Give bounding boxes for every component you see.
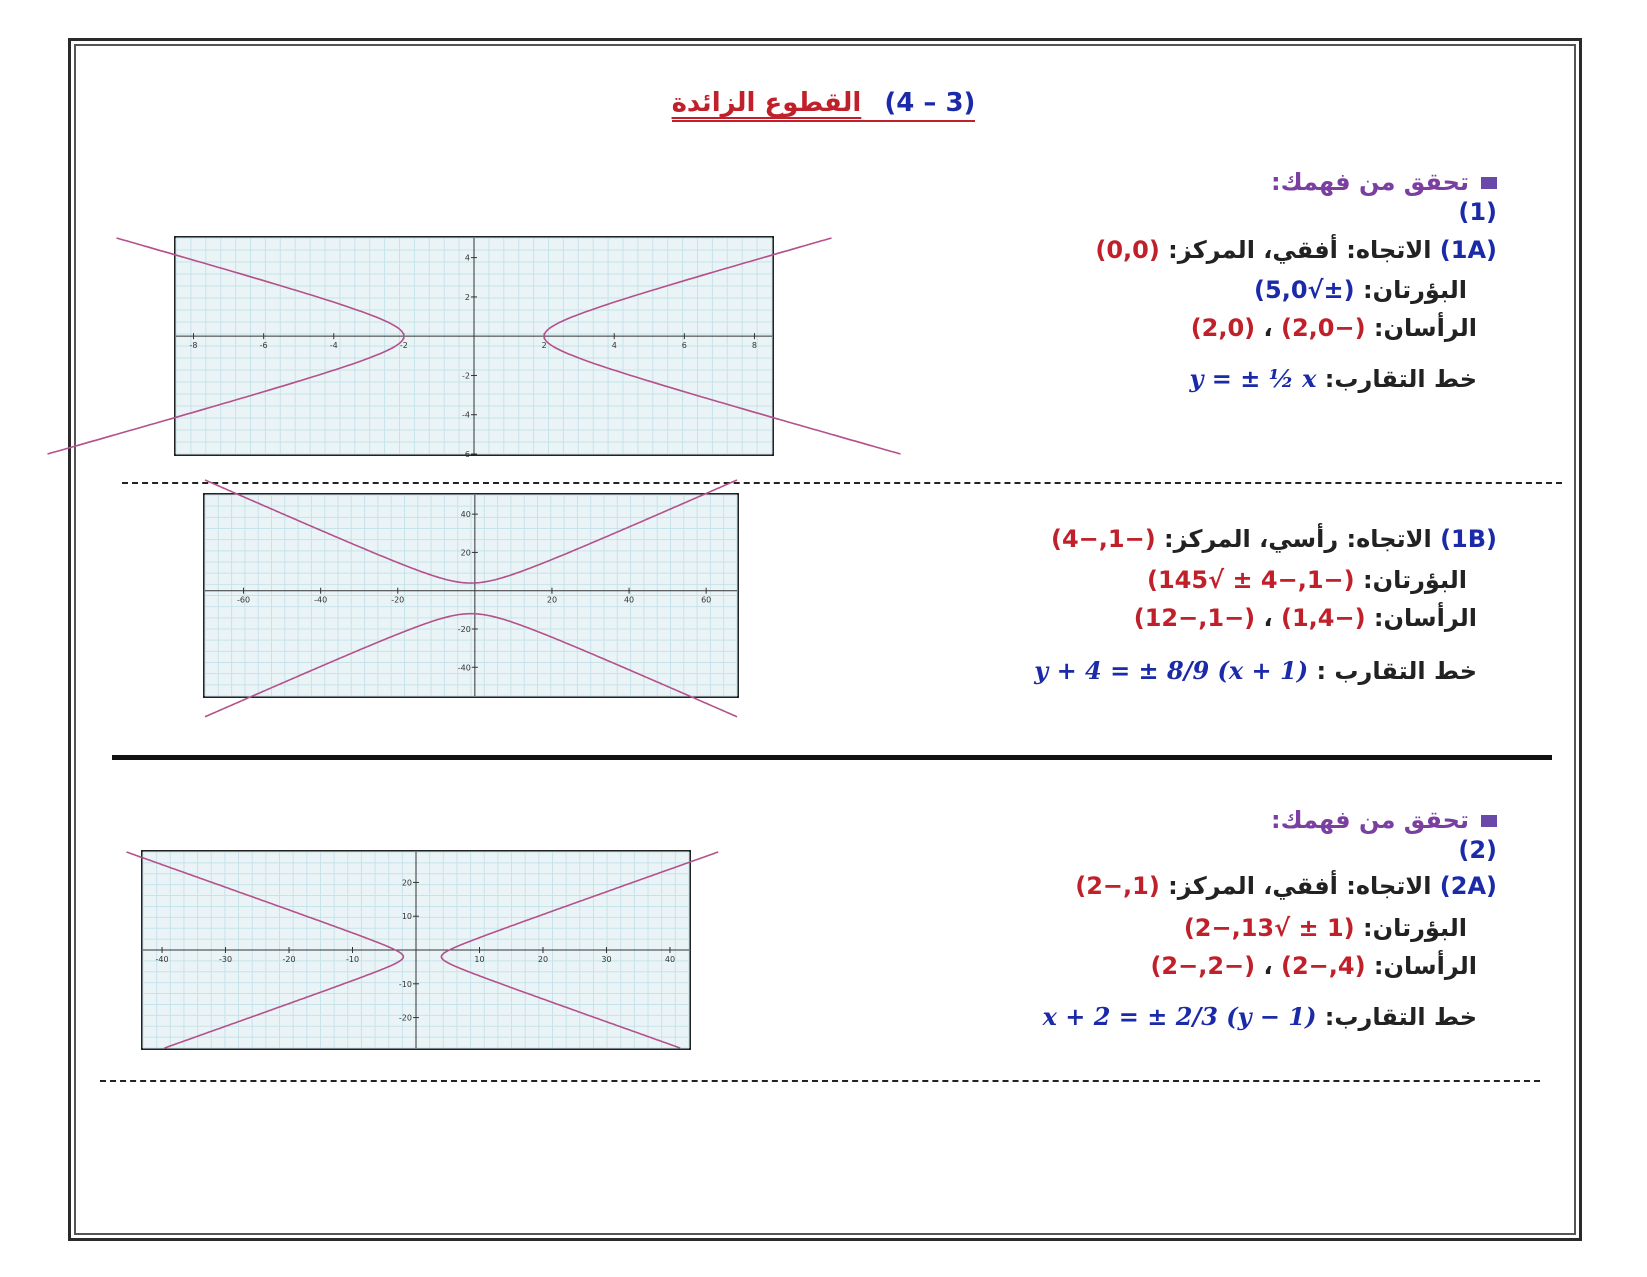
1b-vertex-2: (−1,−12) — [1133, 604, 1256, 632]
x-tick-label: 30 — [601, 955, 612, 964]
x-tick-label: 2 — [541, 341, 547, 351]
title-number: (3 – 4) — [884, 88, 976, 118]
2a-direction-row: (2A) الاتجاه: أفقي، المركز: (1,−2) — [1075, 872, 1497, 900]
x-tick-label: 60 — [701, 595, 712, 605]
x-tick-label: -30 — [218, 955, 233, 964]
y-tick-label: 4 — [464, 253, 470, 263]
x-tick-label: -8 — [189, 341, 198, 351]
x-tick-label: 8 — [751, 341, 758, 351]
1b-direction-row: (1B) الاتجاه: رأسي، المركز: (−1,−4) — [1050, 525, 1497, 553]
graph-1b — [203, 493, 739, 698]
section-title — [0, 88, 1647, 122]
2a-vertex-2: (−2,−2) — [1150, 952, 1256, 980]
1a-foci: (±√5,0) — [1254, 276, 1355, 304]
1b-foci: (−1,−4 ± √145) — [1147, 566, 1355, 594]
x-tick-label: -40 — [314, 595, 328, 605]
1a-center: (0,0) — [1095, 236, 1160, 264]
2a-asymptote-row: خط التقارب: x + 2 = ± 2/3 (y − 1) — [1042, 1002, 1477, 1031]
x-tick-label: -20 — [391, 595, 405, 605]
x-tick-label: -2 — [399, 341, 408, 351]
y-tick-label: 20 — [401, 878, 412, 888]
1a-direction-row: (1A) الاتجاه: أفقي، المركز: (0,0) — [1095, 236, 1497, 264]
1b-asymptote: y + 4 = ± 8/9 (x + 1) — [1034, 656, 1309, 685]
x-tick-label: -4 — [329, 341, 338, 351]
1a-vertices-row: الرأسان: (−2,0) ، (2,0) — [1190, 314, 1477, 342]
2a-vertices-row: الرأسان: (4,−2) ، (−2,−2) — [1150, 952, 1477, 980]
y-tick-label: -20 — [457, 625, 471, 634]
dashed-divider-1 — [122, 482, 1562, 484]
2a-foci: (1 ± √13,−2) — [1183, 914, 1355, 942]
1b-foci-row: البؤرتان: (−1,−4 ± √145) — [1147, 566, 1467, 594]
x-tick-label: 20 — [537, 955, 549, 964]
x-tick-label: 20 — [546, 595, 558, 605]
check-understanding-1: تحقق من فهمك: — [1271, 168, 1497, 196]
1b-asymptote-row: خط التقارب : y + 4 = ± 8/9 (x + 1) — [1034, 656, 1477, 685]
x-tick-label: -6 — [259, 341, 268, 351]
bullet-square-icon — [1481, 177, 1497, 189]
y-tick-label: -10 — [398, 979, 412, 989]
2a-foci-row: البؤرتان: (1 ± √13,−2) — [1183, 914, 1467, 942]
2a-center: (1,−2) — [1075, 872, 1160, 900]
y-tick-label: 10 — [401, 912, 412, 922]
y-tick-label: 40 — [460, 510, 471, 520]
section-divider — [112, 755, 1552, 760]
1a-vertex-1: (−2,0) — [1280, 314, 1366, 342]
1b-center: (−1,−4) — [1050, 525, 1156, 553]
y-tick-label: 2 — [464, 292, 470, 302]
graph-1a — [174, 236, 774, 459]
y-tick-label: -6 — [462, 450, 470, 459]
bullet-square-icon — [1481, 815, 1497, 827]
2a-vertex-1: (4,−2) — [1280, 952, 1366, 980]
x-tick-label: 40 — [623, 595, 635, 605]
x-tick-label: 10 — [474, 955, 485, 964]
x-tick-label: -10 — [345, 955, 360, 964]
y-tick-label: 20 — [460, 548, 471, 558]
title-text: القطوع الزائدة — [671, 88, 862, 118]
x-tick-label: 6 — [681, 341, 687, 351]
y-tick-label: -2 — [462, 371, 470, 381]
x-tick-label: 40 — [664, 955, 676, 964]
graph-2a — [141, 850, 691, 1050]
check-understanding-2: تحقق من فهمك: — [1271, 806, 1497, 834]
dashed-divider-2 — [100, 1080, 1540, 1082]
y-tick-label: -20 — [398, 1013, 412, 1023]
x-tick-label: -60 — [237, 595, 251, 605]
x-tick-label: 4 — [611, 341, 617, 351]
1a-asymptote-row: خط التقارب: y = ± ½ x — [1189, 364, 1477, 393]
1b-vertices-row: الرأسان: (−1,4) ، (−1,−12) — [1133, 604, 1477, 632]
1a-vertex-2: (2,0) — [1190, 314, 1256, 342]
1b-vertex-1: (−1,4) — [1280, 604, 1366, 632]
1a-foci-row: البؤرتان: (±√5,0) — [1254, 276, 1467, 304]
x-tick-label: -20 — [282, 955, 296, 964]
y-tick-label: -4 — [462, 410, 470, 420]
problem-index-1: (1) — [1458, 198, 1497, 226]
x-tick-label: -40 — [155, 955, 169, 964]
y-tick-label: -40 — [457, 663, 471, 673]
1a-asymptote: y = ± ½ x — [1189, 364, 1317, 393]
2a-asymptote: x + 2 = ± 2/3 (y − 1) — [1042, 1002, 1317, 1031]
problem-index-2: (2) — [1458, 836, 1497, 864]
